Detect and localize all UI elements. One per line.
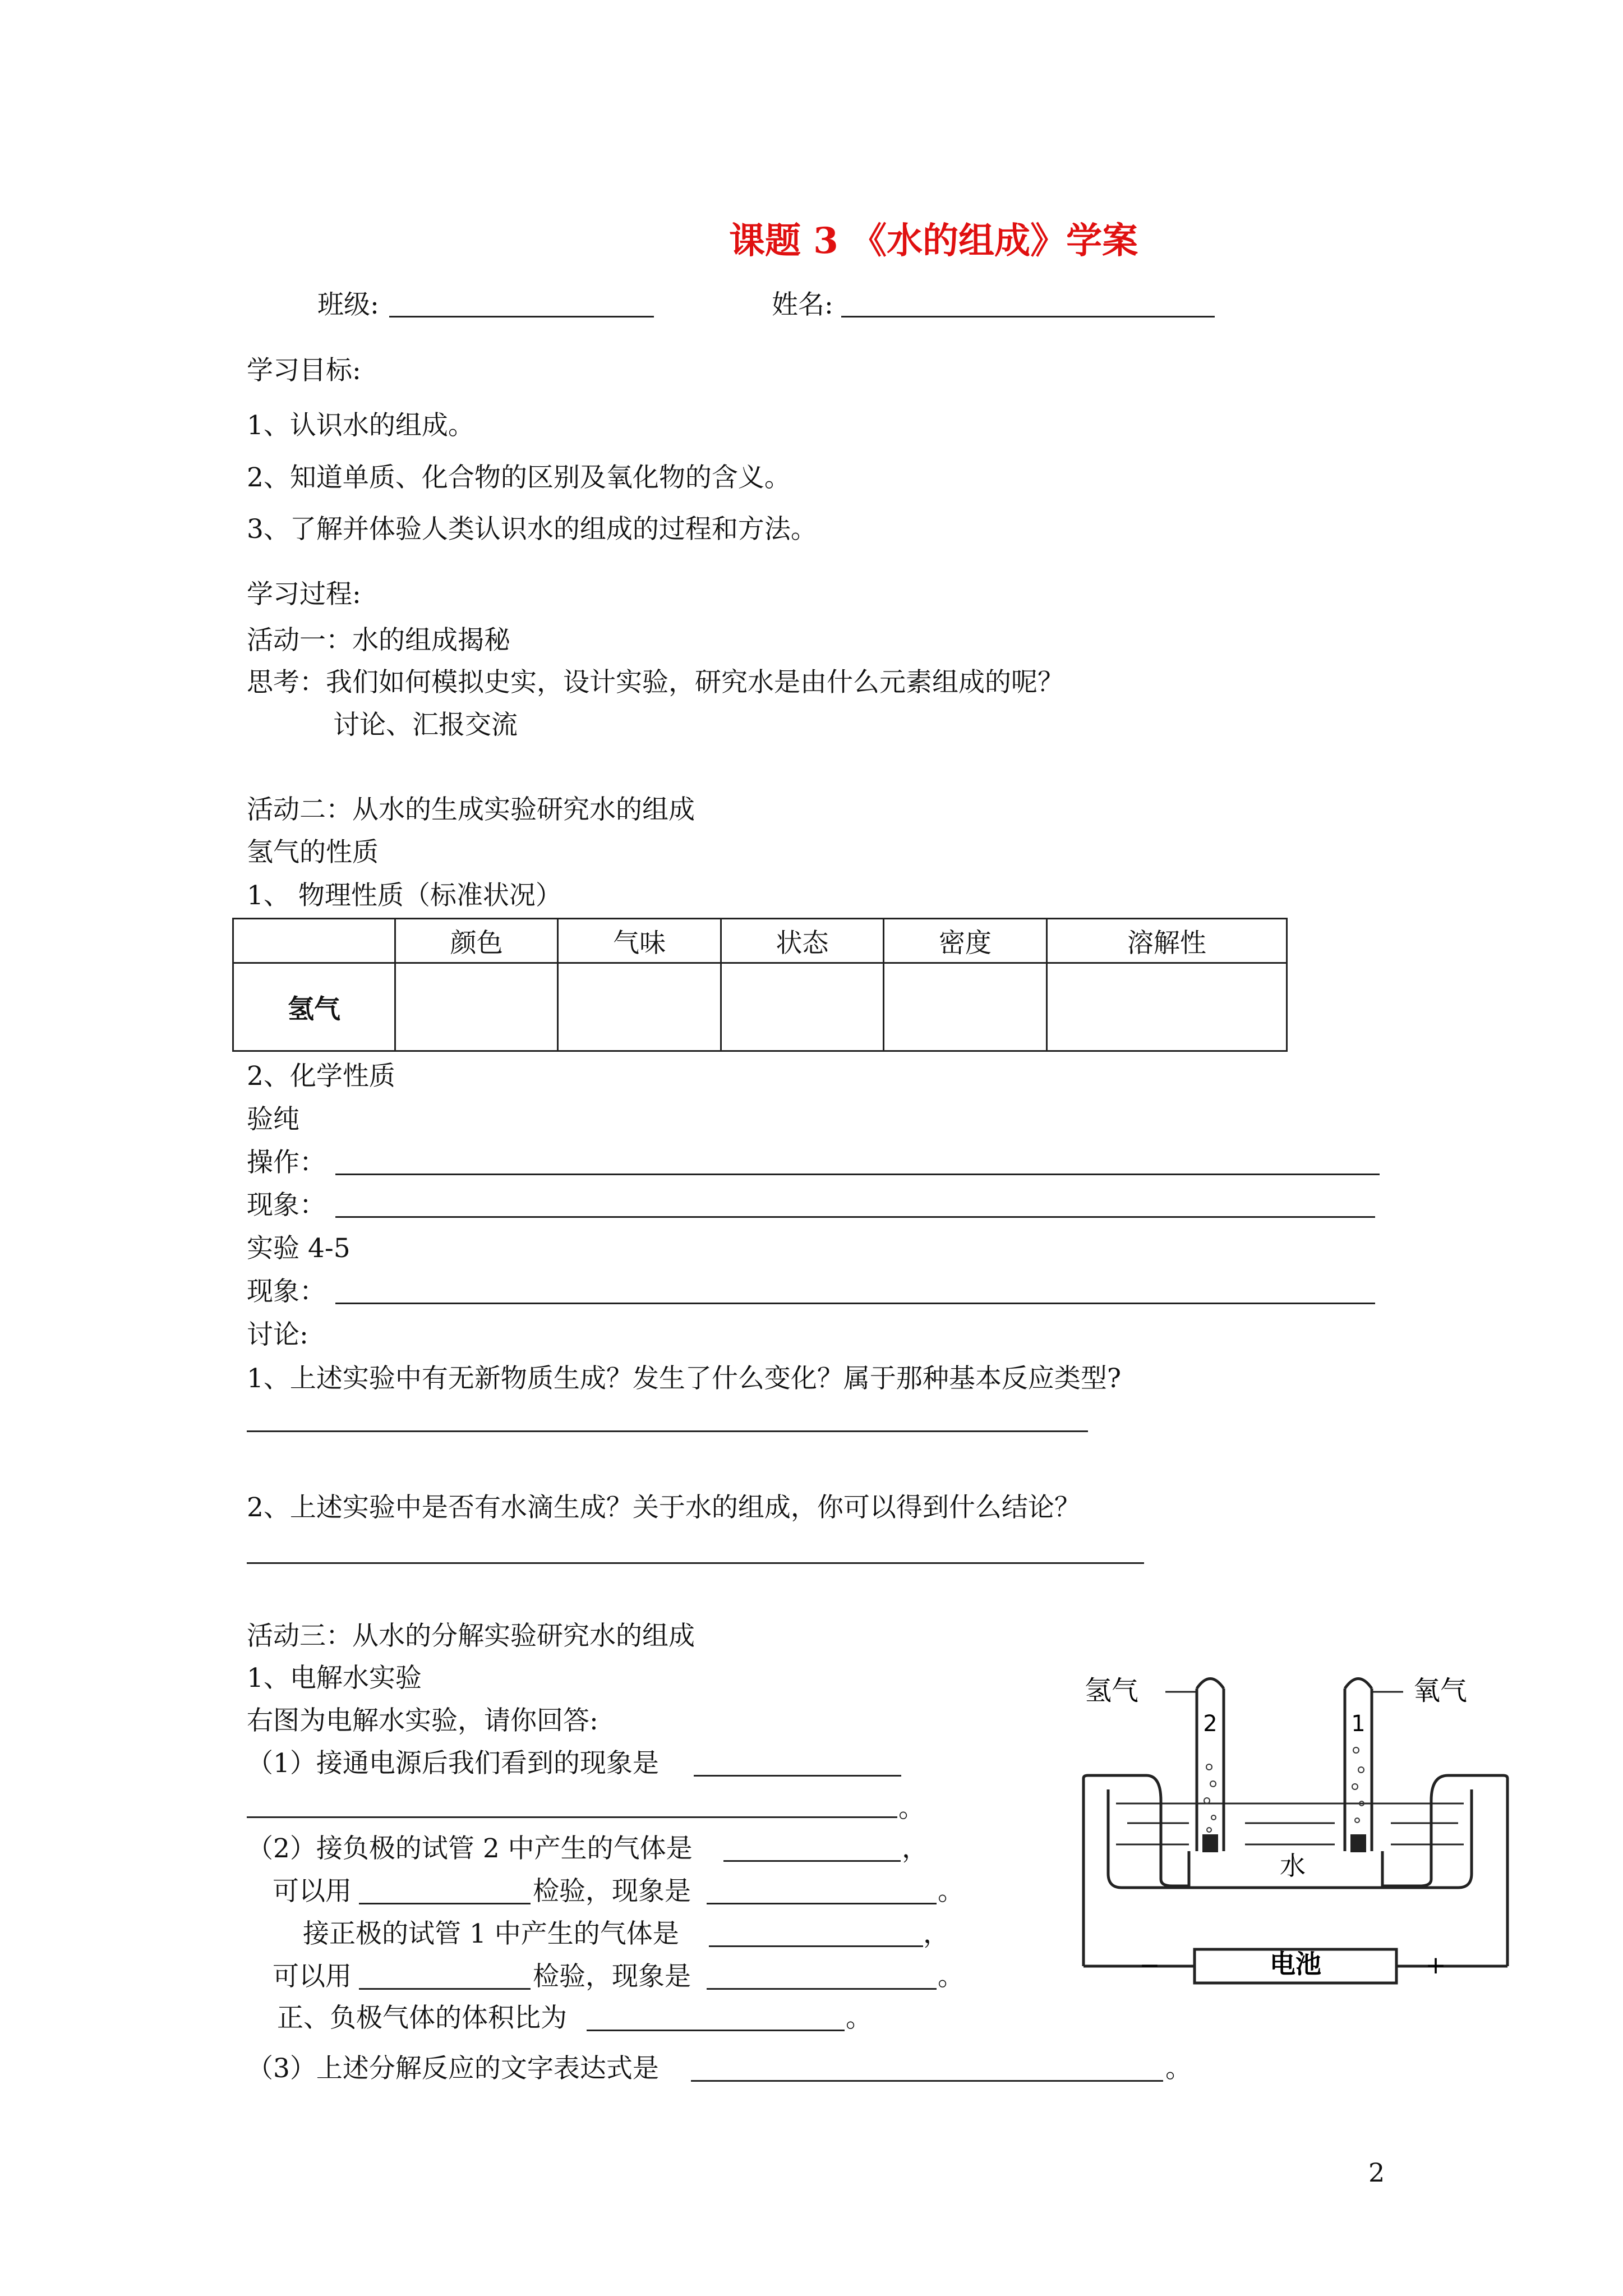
goal-item: 1、认识水的组成。	[247, 410, 474, 441]
electrolysis-heading: 1、电解水实验	[247, 1663, 422, 1694]
experiment-label: 实验 4-5	[247, 1233, 351, 1264]
discussion-question: 1、上述实验中有无新物质生成？发生了什么变化？属于那种基本反应类型?	[247, 1363, 1122, 1394]
period: 。	[1165, 2053, 1192, 2084]
question-3: （3）上述分解反应的文字表达式是	[247, 2053, 659, 2084]
anode	[1350, 1834, 1366, 1852]
tube-2-number: 2	[1203, 1711, 1218, 1737]
period: 。	[938, 1961, 964, 1992]
page-number: 2	[1368, 2157, 1385, 2188]
table-header: 气味	[558, 919, 721, 963]
answer-field[interactable]	[709, 1945, 923, 1947]
phenomenon-label: 现象：	[247, 1276, 326, 1307]
operation-field[interactable]	[335, 1174, 1380, 1175]
check-label: 检验，现象是	[533, 1961, 691, 1992]
comma: ，	[923, 1918, 949, 1949]
table-cell[interactable]	[721, 963, 883, 1051]
cathode	[1202, 1834, 1218, 1852]
table-header: 状态	[721, 919, 883, 963]
check-label: 检验，现象是	[533, 1876, 691, 1907]
battery-minus: −	[1139, 1951, 1160, 1980]
battery-plus: +	[1425, 1951, 1446, 1980]
activity2-title: 活动二：从水的生成实验研究水的组成	[247, 794, 695, 825]
period: 。	[846, 2003, 872, 2033]
name-label: 姓名:	[772, 289, 833, 320]
answer-field[interactable]	[247, 1430, 1088, 1432]
battery-label: 电池	[1270, 1949, 1321, 1979]
table-header: 密度	[884, 919, 1046, 963]
table-cell[interactable]	[884, 963, 1046, 1051]
table-header: 溶解性	[1046, 919, 1287, 963]
comma: ，	[902, 1833, 928, 1864]
answer-field[interactable]	[587, 2030, 845, 2031]
water-label: 水	[1280, 1851, 1306, 1881]
purity-test-label: 验纯	[247, 1104, 299, 1135]
goal-item: 3、了解并体验人类认识水的组成的过程和方法。	[247, 514, 817, 545]
question-2-negative: （2）接负极的试管 2 中产生的气体是	[247, 1833, 693, 1864]
goal-item: 2、知道单质、化合物的区别及氧化物的含义。	[247, 462, 791, 493]
process-heading: 学习过程:	[247, 579, 361, 610]
goals-heading: 学习目标:	[247, 355, 361, 386]
electrolysis-figure	[1077, 1666, 1514, 2047]
table-cell[interactable]	[395, 963, 558, 1051]
operation-label: 操作：	[247, 1147, 326, 1178]
answer-field[interactable]	[691, 2080, 1163, 2082]
chemical-properties-heading: 2、化学性质	[247, 1061, 395, 1092]
phenomenon-field[interactable]	[335, 1216, 1375, 1218]
discussion-question: 2、上述实验中是否有水滴生成？关于水的组成，你可以得到什么结论？	[247, 1492, 1081, 1523]
answer-field[interactable]	[723, 1860, 901, 1862]
table-row-label: 氢气	[233, 963, 395, 1051]
can-use-label: 可以用	[273, 1876, 352, 1907]
name-field[interactable]	[841, 316, 1215, 318]
period: 。	[898, 1793, 925, 1824]
activity1-title: 活动一：水的组成揭秘	[247, 625, 510, 656]
period: 。	[938, 1876, 964, 1907]
discussion-label: 讨论:	[247, 1319, 308, 1350]
can-use-label: 可以用	[273, 1961, 352, 1992]
question-2-positive: 接正极的试管 1 中产生的气体是	[303, 1918, 679, 1949]
class-field[interactable]	[389, 316, 654, 318]
answer-field[interactable]	[359, 1903, 531, 1904]
volume-ratio-label: 正、负极气体的体积比为	[277, 2003, 567, 2033]
physical-properties-heading: 1、 物理性质（标准状况）	[247, 880, 562, 911]
properties-table	[232, 918, 1288, 1052]
answer-field[interactable]	[707, 1903, 937, 1904]
table-cell[interactable]	[558, 963, 721, 1051]
page-title: 课题 3 《水的组成》学案	[729, 220, 1138, 262]
tube-1	[1345, 1679, 1372, 1852]
oxygen-label: 氧气	[1413, 1675, 1468, 1706]
hydrogen-properties-heading: 氢气的性质	[247, 837, 379, 868]
electrolysis-intro: 右图为电解水实验，请你回答:	[247, 1705, 598, 1736]
answer-field[interactable]	[247, 1562, 1144, 1564]
question-1: （1）接通电源后我们看到的现象是	[247, 1748, 659, 1779]
table-header: 颜色	[395, 919, 558, 963]
activity3-title: 活动三：从水的分解实验研究水的组成	[247, 1621, 695, 1651]
hydrogen-label: 氢气	[1085, 1675, 1139, 1706]
class-label: 班级:	[317, 289, 379, 320]
phenomenon-field[interactable]	[335, 1303, 1375, 1304]
activity1-think: 思考：我们如何模拟史实，设计实验，研究水是由什么元素组成的呢？	[247, 667, 1064, 698]
answer-field[interactable]	[694, 1775, 901, 1777]
electrolysis-diagram	[1077, 1666, 1514, 2047]
activity1-discuss: 讨论、汇报交流	[333, 710, 518, 740]
tube-1-number: 1	[1351, 1711, 1366, 1737]
phenomenon-label: 现象：	[247, 1190, 326, 1221]
answer-field[interactable]	[707, 1988, 937, 1990]
answer-field[interactable]	[247, 1816, 897, 1818]
table-cell[interactable]	[1046, 963, 1287, 1051]
answer-field[interactable]	[359, 1988, 531, 1990]
